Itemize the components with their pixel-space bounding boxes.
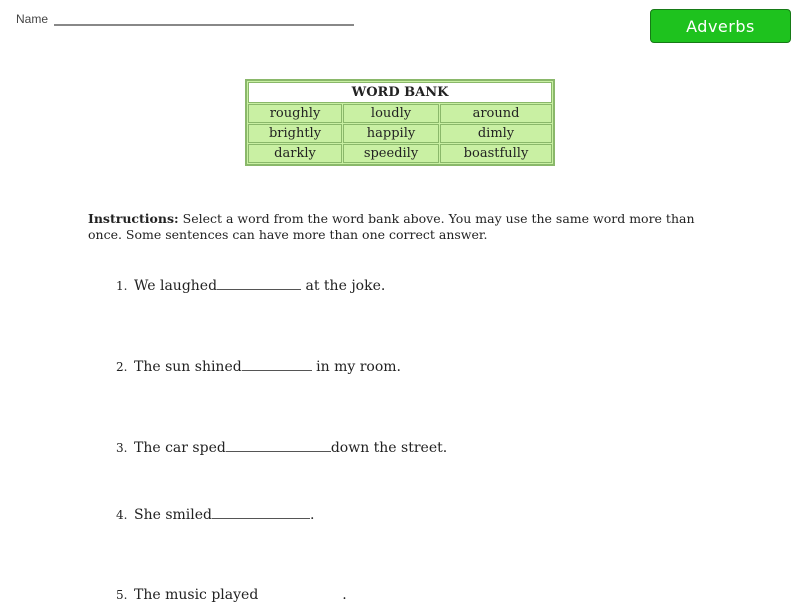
word-bank-cell: roughly: [248, 104, 342, 123]
instructions-text: Select a word from the word bank above. You may use the same word more than once. Some sentences can have more than one correct answer.: [88, 211, 695, 242]
instructions: [88, 211, 728, 243]
question-2: [116, 356, 401, 375]
question-number: 3.: [116, 441, 128, 455]
answer-blank[interactable]: [217, 275, 301, 290]
word-bank-row: [248, 124, 552, 143]
question-5: [116, 584, 347, 603]
question-text-after: .: [310, 507, 315, 523]
word-bank-cell: loudly: [343, 104, 439, 123]
question-text-before: The music played: [134, 587, 259, 603]
word-bank-cell: around: [440, 104, 552, 123]
word-bank-cell: happily: [343, 124, 439, 143]
word-bank-row: [248, 104, 552, 123]
name-field-row: [16, 12, 354, 26]
answer-blank[interactable]: [258, 584, 342, 599]
question-text-after: .: [342, 587, 347, 603]
question-number: 2.: [116, 360, 128, 374]
word-bank-cell: darkly: [248, 144, 342, 163]
question-text-after: down the street.: [330, 440, 448, 456]
word-bank-cell: brightly: [248, 124, 342, 143]
question-text-before: The car sped: [134, 440, 226, 456]
instructions-label: Instructions:: [88, 211, 179, 226]
question-text-before: We laughed: [134, 278, 218, 294]
question-4: [116, 504, 314, 523]
question-text-before: She smiled: [134, 507, 213, 523]
answer-blank[interactable]: [212, 504, 310, 519]
name-label: Name: [16, 12, 49, 26]
question-number: 5.: [116, 588, 128, 602]
question-text-after: in my room.: [311, 359, 402, 375]
answer-blank[interactable]: [242, 356, 312, 371]
word-bank-cell: speedily: [343, 144, 439, 163]
question-1: [116, 275, 385, 294]
question-text-after: at the joke.: [301, 278, 386, 294]
question-3: [116, 437, 447, 456]
word-bank-cell: dimly: [440, 124, 552, 143]
word-bank-cell: boastfully: [440, 144, 552, 163]
worksheet-title-badge: Adverbs: [650, 9, 791, 43]
name-blank-line[interactable]: [54, 12, 354, 26]
word-bank-title: WORD BANK: [248, 82, 552, 103]
question-number: 4.: [116, 508, 128, 522]
word-bank-table: [245, 79, 555, 166]
answer-blank[interactable]: [226, 437, 331, 452]
question-number: 1.: [116, 279, 128, 293]
question-text-before: The sun shined: [134, 359, 242, 375]
word-bank-row: [248, 144, 552, 163]
